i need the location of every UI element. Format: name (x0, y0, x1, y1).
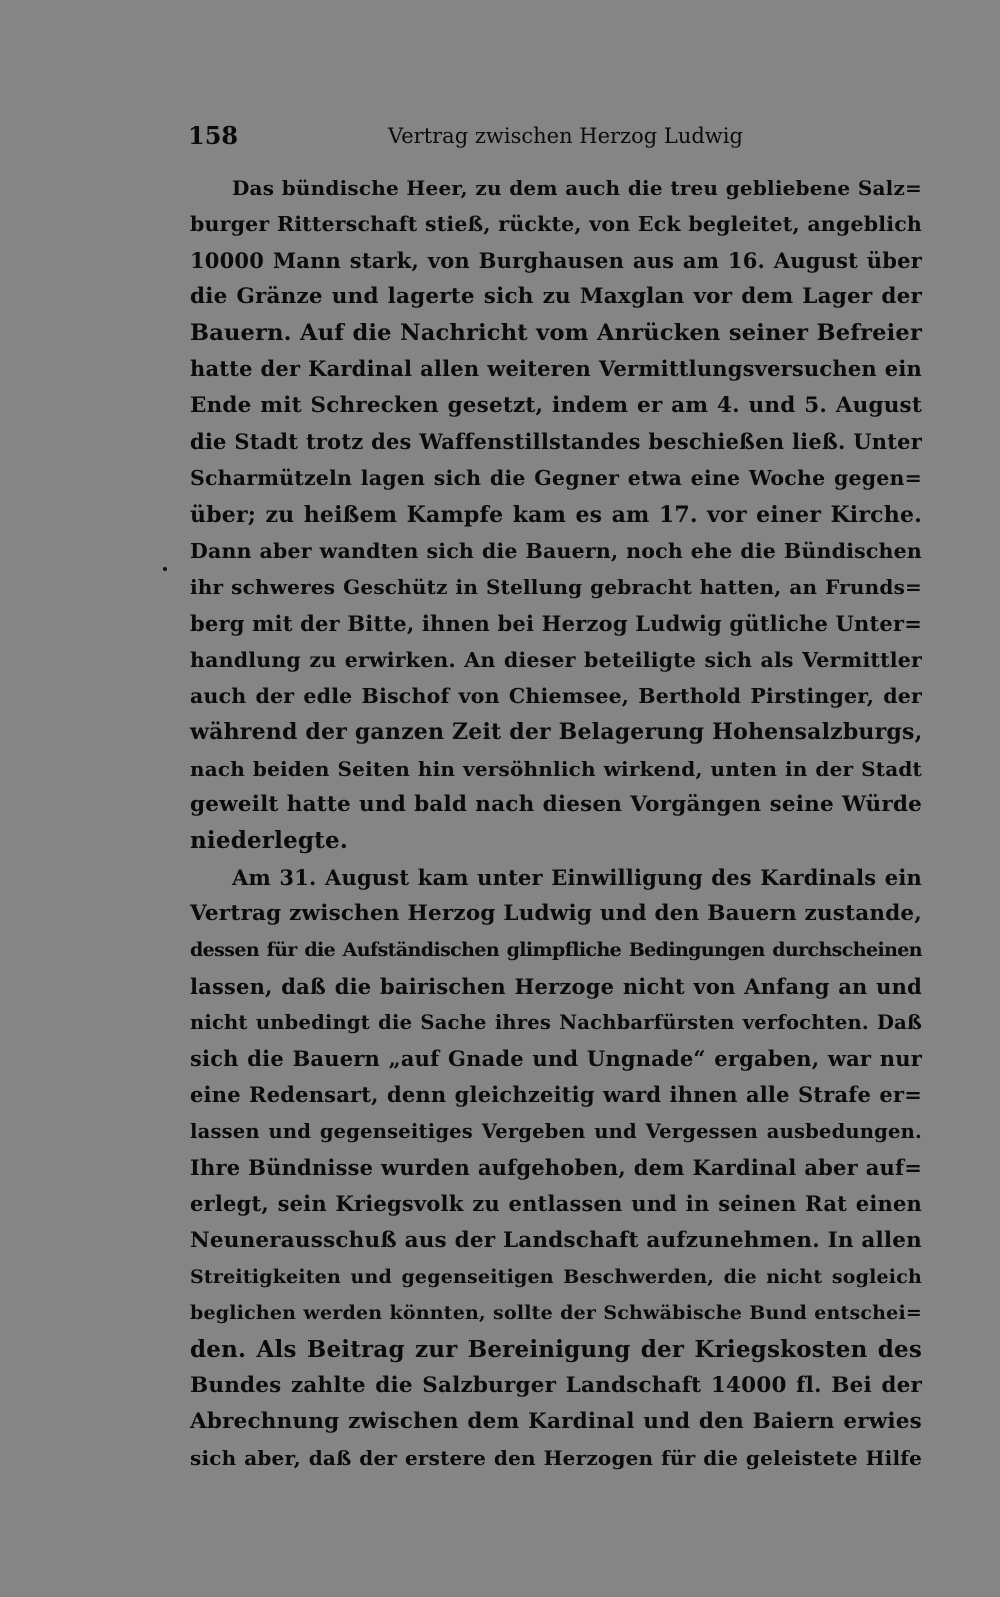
text-line: lassen und gegenseitiges Vergeben und Vergessen ausbedungen. (190, 1119, 922, 1143)
text-line: geweilt hatte und bald nach diesen Vorgängen seine Würde (190, 792, 922, 818)
text-line: Ihre Bündnisse wurden aufgehoben, dem Kardinal aber auf= (190, 1155, 922, 1181)
text-line: handlung zu erwirken. An dieser beteiligte sich als Vermittler (190, 647, 922, 672)
text-line: den. Als Beitrag zur Bereinigung der Kriegskosten des (190, 1335, 922, 1363)
text-line: Dann aber wandten sich die Bauern, noch ehe die Bündischen (190, 538, 922, 563)
text-line: burger Ritterschaft stieß, rückte, von Eck begleitet, angeblich (190, 212, 922, 237)
text-line: während der ganzen Zeit der Belagerung Hohensalzburgs, (190, 719, 923, 746)
text-line: Bauern. Auf die Nachricht vom Anrücken seiner Befreier (190, 320, 922, 347)
page-number: 158 (188, 121, 239, 150)
text-line: 10000 Mann stark, von Burghausen aus am 16. August über (190, 247, 922, 273)
text-line: Vertrag zwischen Herzog Ludwig und den Bauern zustande, (190, 900, 922, 926)
text-line: Scharmützeln lagen sich die Gegner etwa eine Woche gegen= (190, 466, 922, 491)
body-text (190, 170, 922, 1477)
text-line: Am 31. August kam unter Einwilligung des Kardinals ein (232, 864, 922, 890)
text-line: die Gränze und lagerte sich zu Maxglan vor dem Lager der (190, 283, 922, 309)
text-line: Das bündische Heer, zu dem auch die treu gebliebene Salz= (232, 176, 922, 200)
text-line: lassen, daß die bairischen Herzoge nicht von Anfang an und (190, 973, 922, 999)
text-line: Bundes zahlte die Salzburger Landschaft 14000 fl. Bei der (190, 1372, 922, 1398)
text-line: sich die Bauern „auf Gnade und Ungnade“ ergaben, war nur (190, 1046, 922, 1072)
text-line: nach beiden Seiten hin versöhnlich wirkend, unten in der Stadt (190, 756, 922, 781)
text-line: Neunerausschuß aus der Landschaft aufzunehmen. In allen (190, 1227, 922, 1253)
text-line: über; zu heißem Kampfe kam es am 17. vor einer Kirche. (190, 501, 922, 528)
text-line: Streitigkeiten und gegenseitigen Beschwerden, die nicht sogleich (190, 1265, 922, 1288)
text-line: Ende mit Schrecken gesetzt, indem er am 4. und 5. August (190, 392, 922, 418)
text-line: erlegt, sein Kriegsvolk zu entlassen und in seinen Rat einen (190, 1191, 922, 1217)
text-line: die Stadt trotz des Waffenstillstandes beschießen ließ. Unter (190, 429, 922, 455)
text-line: hatte der Kardinal allen weiteren Vermittlungsversuchen ein (190, 356, 922, 382)
text-line: ihr schweres Geschütz in Stellung gebracht hatten, an Frunds= (190, 575, 922, 600)
text-line: beglichen werden könnten, sollte der Schwäbische Bund entschei= (190, 1302, 922, 1325)
text-line: sich aber, daß der erstere den Herzogen für die geleistete Hilfe (190, 1446, 922, 1471)
margin-dot (163, 567, 167, 571)
text-line: auch der edle Bischof von Chiemsee, Berthold Pirstinger, der (190, 684, 922, 709)
text-line: dessen für die Aufständischen glimpfliche Bedingungen durchscheinen (190, 939, 922, 962)
text-line: nicht unbedingt die Sache ihres Nachbarfürsten verfochten. Daß (190, 1010, 922, 1034)
text-line: berg mit der Bitte, ihnen bei Herzog Ludwig gütliche Unter= (190, 610, 923, 636)
running-title: Vertrag zwischen Herzog Ludwig (388, 124, 743, 148)
text-line: Abrechnung zwischen dem Kardinal und den Baiern erwies (190, 1409, 922, 1435)
text-line: niederlegte. (190, 827, 349, 855)
page-header (188, 116, 743, 156)
text-line: eine Redensart, denn gleichzeitig ward ihnen alle Strafe er= (190, 1082, 922, 1108)
